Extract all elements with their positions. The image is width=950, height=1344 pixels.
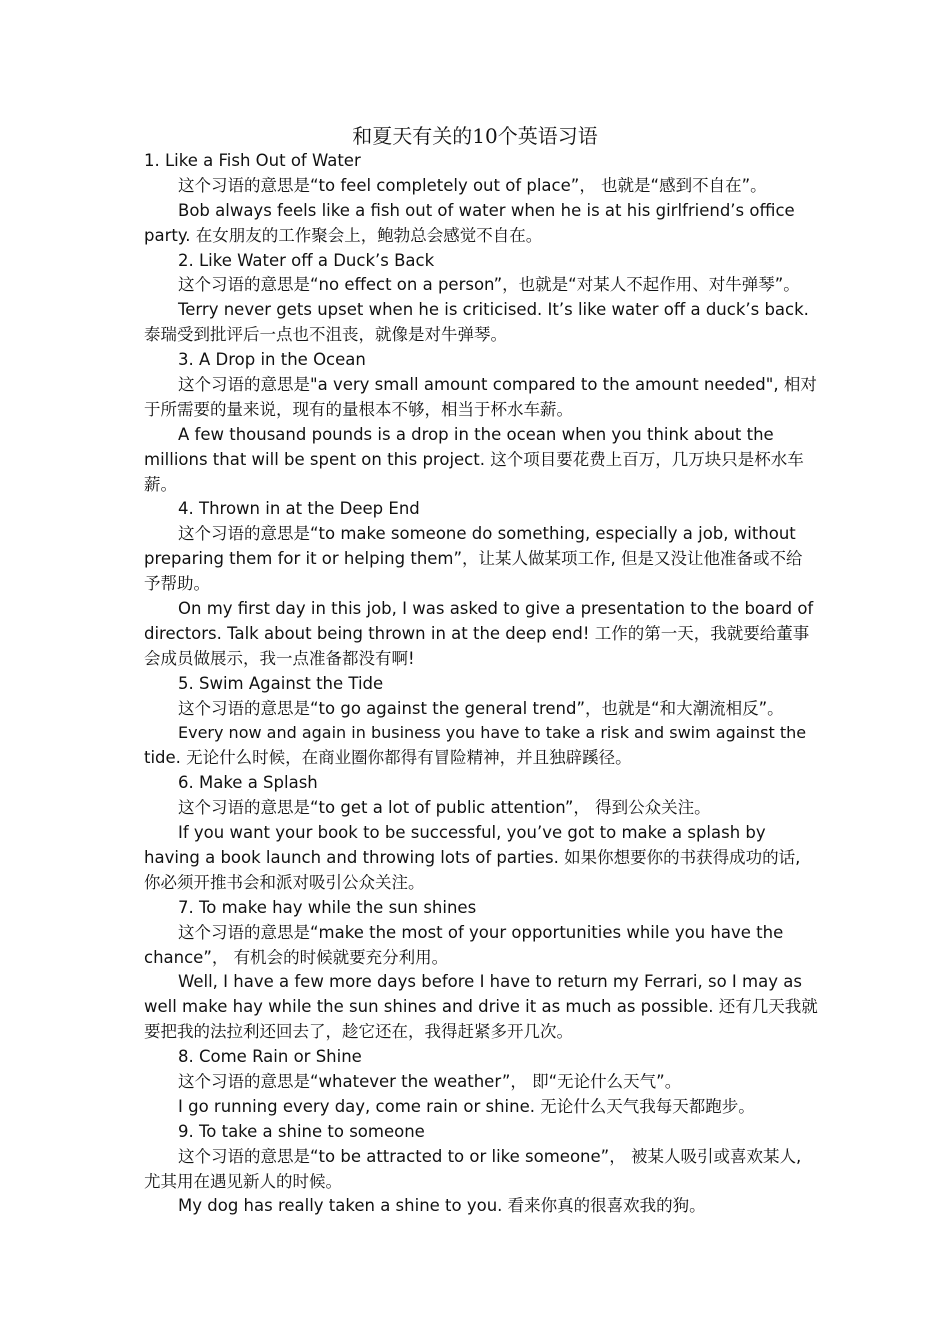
text-line: 泰瑞受到批评后一点也不沮丧，就像是对牛弹琴。	[144, 325, 507, 345]
text-line: party. 在女朋友的工作聚会上，鲍勃总会感觉不自在。	[144, 225, 543, 245]
text-line: 这个习语的意思是“to feel completely out of place”， 也就是“感到不自在”。	[178, 175, 767, 195]
text-line: On my first day in this job, I was asked to give a presentation to the board of	[178, 599, 814, 619]
text-line: 薪。	[144, 474, 177, 494]
text-line: 这个习语的意思是“to get a lot of public attention”， 得到公众关注。	[178, 798, 711, 818]
text-line: preparing them for it or helping them”，让某人做某项工作, 但是又没让他准备或不给	[144, 549, 803, 569]
text-line: 你必须开推书会和派对吸引公众关注。	[144, 872, 425, 892]
text-line: 8. Come Rain or Shine	[178, 1047, 362, 1067]
text-line: 这个习语的意思是“make the most of your opportunities while you have the	[178, 922, 784, 942]
text-line: Every now and again in business you have to take a risk and swim against the	[178, 723, 807, 743]
text-line: 会成员做展示，我一点准备都没有啊!	[144, 648, 415, 668]
text-line: 这个习语的意思是“to make someone do something, especially a job, without	[178, 524, 796, 544]
text-line: 1. Like a Fish Out of Water	[144, 151, 361, 170]
text-line: directors. Talk about being thrown in at the deep end! 工作的第一天，我就要给董事	[144, 623, 810, 643]
text-line: 9. To take a shine to someone	[178, 1121, 425, 1141]
text-line: 于所需要的量来说，现有的量根本不够，相当于杯水车薪。	[144, 399, 573, 419]
text-line: 这个习语的意思是“whatever the weather”， 即“无论什么天气”。	[178, 1071, 682, 1091]
text-line: tide. 无论什么时候，在商业圈你都得有冒险精神，并且独辟蹊径。	[144, 748, 632, 768]
text-line: 6. Make a Splash	[178, 773, 318, 793]
text-line: Well, I have a few more days before I have to return my Ferrari, so I may as	[178, 972, 802, 992]
text-line: 予帮助。	[144, 574, 210, 594]
text-line: chance”， 有机会的时候就要充分利用。	[144, 947, 449, 967]
text-line: 7. To make hay while the sun shines	[178, 897, 477, 917]
text-line: A few thousand pounds is a drop in the ocean when you think about the	[178, 424, 774, 444]
text-line: having a book launch and throwing lots of parties. 如果你想要你的书获得成功的话,	[144, 847, 801, 867]
document-body	[144, 149, 816, 1219]
text-line: 5. Swim Against the Tide	[178, 673, 384, 693]
text-line: well make hay while the sun shines and drive it as much as possible. 还有几天我就	[144, 997, 818, 1017]
text-line: 4. Thrown in at the Deep End	[178, 499, 420, 519]
text-line: 2. Like Water off a Duck’s Back	[178, 250, 435, 270]
text-line: 尤其用在遇见新人的时候。	[144, 1171, 342, 1191]
text-line: 要把我的法拉利还回去了，趁它还在，我得赶紧多开几次。	[144, 1022, 573, 1042]
text-line: 这个习语的意思是“no effect on a person”，也就是“对某人不起作用、对牛弹琴”。	[178, 275, 800, 295]
text-line: 这个习语的意思是“to be attracted to or like someone”， 被某人吸引或喜欢某人,	[178, 1146, 802, 1166]
text-line: Bob always feels like a fish out of water when he is at his girlfriend’s office	[178, 200, 795, 220]
text-line: 3. A Drop in the Ocean	[178, 350, 366, 370]
text-line: I go running every day, come rain or shine. 无论什么天气我每天都跑步。	[178, 1096, 755, 1116]
page-title: 和夏天有关的10个英语习语	[352, 124, 598, 148]
text-line: 这个习语的意思是"a very small amount compared to the amount needed", 相对	[178, 375, 817, 395]
text-line: Terry never gets upset when he is criticised. It’s like water off a duck’s back.	[178, 300, 809, 320]
text-line: 这个习语的意思是“to go against the general trend”，也就是“和大潮流相反”。	[178, 698, 784, 718]
text-line: My dog has really taken a shine to you. 看来你真的很喜欢我的狗。	[178, 1196, 706, 1216]
text-line: millions that will be spent on this project. 这个项目要花费上百万，几万块只是杯水车	[144, 449, 804, 469]
text-line: If you want your book to be successful, you’ve got to make a splash by	[178, 823, 766, 843]
